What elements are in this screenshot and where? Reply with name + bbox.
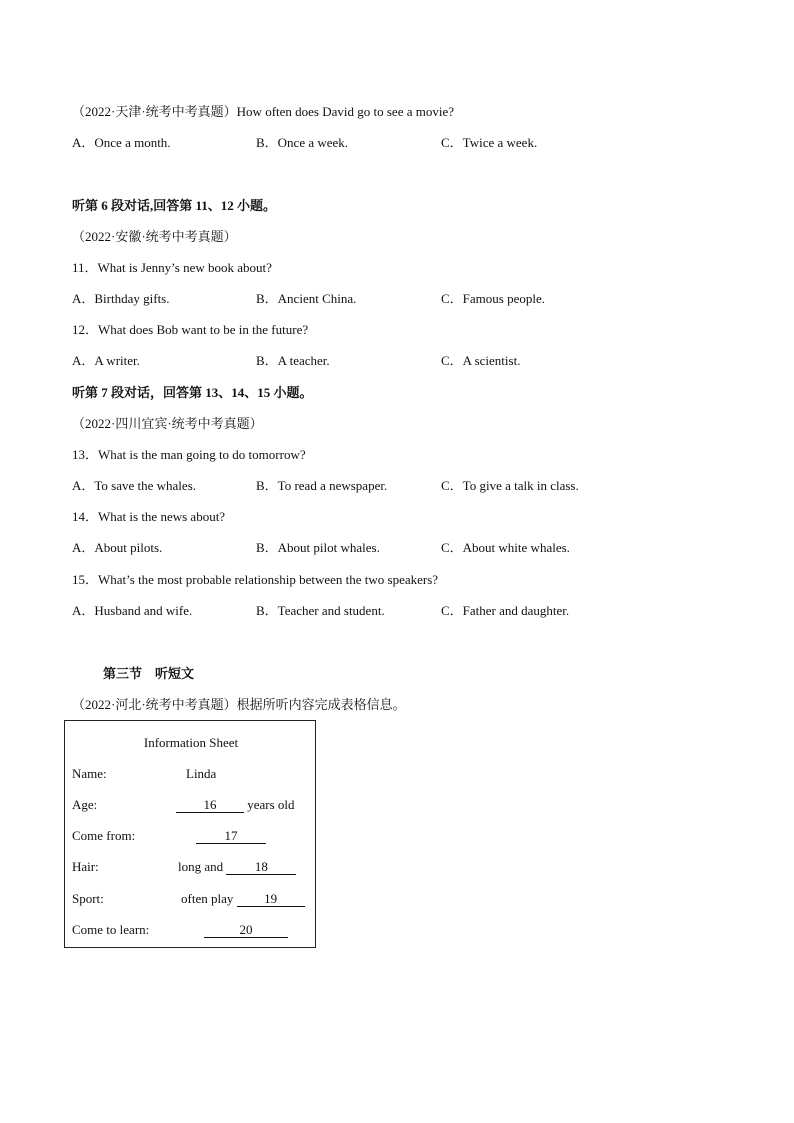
section-heading: 听第 6 段对话,回答第 11、12 小题。 xyxy=(72,198,277,213)
learn-label: Come to learn: xyxy=(72,922,150,937)
sport-prefix: often play xyxy=(181,891,234,906)
option-row xyxy=(72,603,672,619)
section-heading: 听第 7 段对话，回答第 13、14、15 小题。 xyxy=(72,385,313,400)
option-row xyxy=(72,353,672,369)
option-c[interactable]: C．Famous people. xyxy=(441,291,545,306)
question-source: （2022·四川宜宾·统考中考真题） xyxy=(72,416,263,431)
option-b[interactable]: B．Ancient China. xyxy=(256,291,357,306)
option-c[interactable]: C．About white whales. xyxy=(441,540,570,555)
question-11: 11．What is Jenny’s new book about? xyxy=(72,260,272,275)
option-row xyxy=(72,478,672,494)
blank-18[interactable]: 18 xyxy=(226,860,296,875)
blank-19[interactable]: 19 xyxy=(237,892,305,907)
option-a[interactable]: A．About pilots. xyxy=(72,540,163,555)
question-13: 13．What is the man going to do tomorrow? xyxy=(72,447,306,462)
question-text: How often does David go to see a movie? xyxy=(236,104,455,119)
question-source: （2022·天津·统考中考真题） xyxy=(72,104,237,119)
option-a[interactable]: A．Husband and wife. xyxy=(72,603,193,618)
option-c[interactable]: C．A scientist. xyxy=(441,353,521,368)
option-b[interactable]: B．Once a week. xyxy=(256,135,349,150)
hair-prefix: long and xyxy=(178,859,224,874)
question-source: （2022·安徽·统考中考真题） xyxy=(72,229,237,244)
information-sheet xyxy=(64,720,316,948)
blank-17[interactable]: 17 xyxy=(196,829,266,844)
option-c[interactable]: C．Father and daughter. xyxy=(441,603,570,618)
sheet-title: Information Sheet xyxy=(143,735,239,750)
option-row xyxy=(72,291,672,307)
option-a[interactable]: A．Once a month. xyxy=(72,135,171,150)
from-row xyxy=(196,828,266,844)
part-instruction: （2022·河北·统考中考真题）根据所听内容完成表格信息。 xyxy=(72,697,406,712)
option-a[interactable]: A．A writer. xyxy=(72,353,140,368)
hair-row xyxy=(178,859,296,875)
option-b[interactable]: B．A teacher. xyxy=(256,353,330,368)
question-14: 14．What is the news about? xyxy=(72,509,226,524)
sport-label: Sport: xyxy=(72,891,104,906)
name-value: Linda xyxy=(186,766,217,781)
option-b[interactable]: B．About pilot whales. xyxy=(256,540,380,555)
option-row xyxy=(72,135,672,151)
part-heading: 第三节 听短文 xyxy=(103,666,195,681)
from-label: Come from: xyxy=(72,828,136,843)
hair-label: Hair: xyxy=(72,859,99,874)
option-row xyxy=(72,540,672,556)
learn-row xyxy=(204,922,288,938)
name-label: Name: xyxy=(72,766,107,781)
age-suffix: years old xyxy=(247,797,295,812)
question-10 xyxy=(72,104,454,120)
blank-16[interactable]: 16 xyxy=(176,798,244,813)
question-15: 15．What’s the most probable relationship between the two speakers? xyxy=(72,572,439,587)
option-b[interactable]: B．Teacher and student. xyxy=(256,603,385,618)
question-12: 12．What does Bob want to be in the future? xyxy=(72,322,309,337)
age-row xyxy=(176,797,295,813)
option-b[interactable]: B．To read a newspaper. xyxy=(256,478,388,493)
option-a[interactable]: A．To save the whales. xyxy=(72,478,197,493)
option-a[interactable]: A．Birthday gifts. xyxy=(72,291,170,306)
sport-row xyxy=(181,891,305,907)
age-label: Age: xyxy=(72,797,98,812)
option-c[interactable]: C．To give a talk in class. xyxy=(441,478,579,493)
blank-20[interactable]: 20 xyxy=(204,923,288,938)
option-c[interactable]: C．Twice a week. xyxy=(441,135,538,150)
